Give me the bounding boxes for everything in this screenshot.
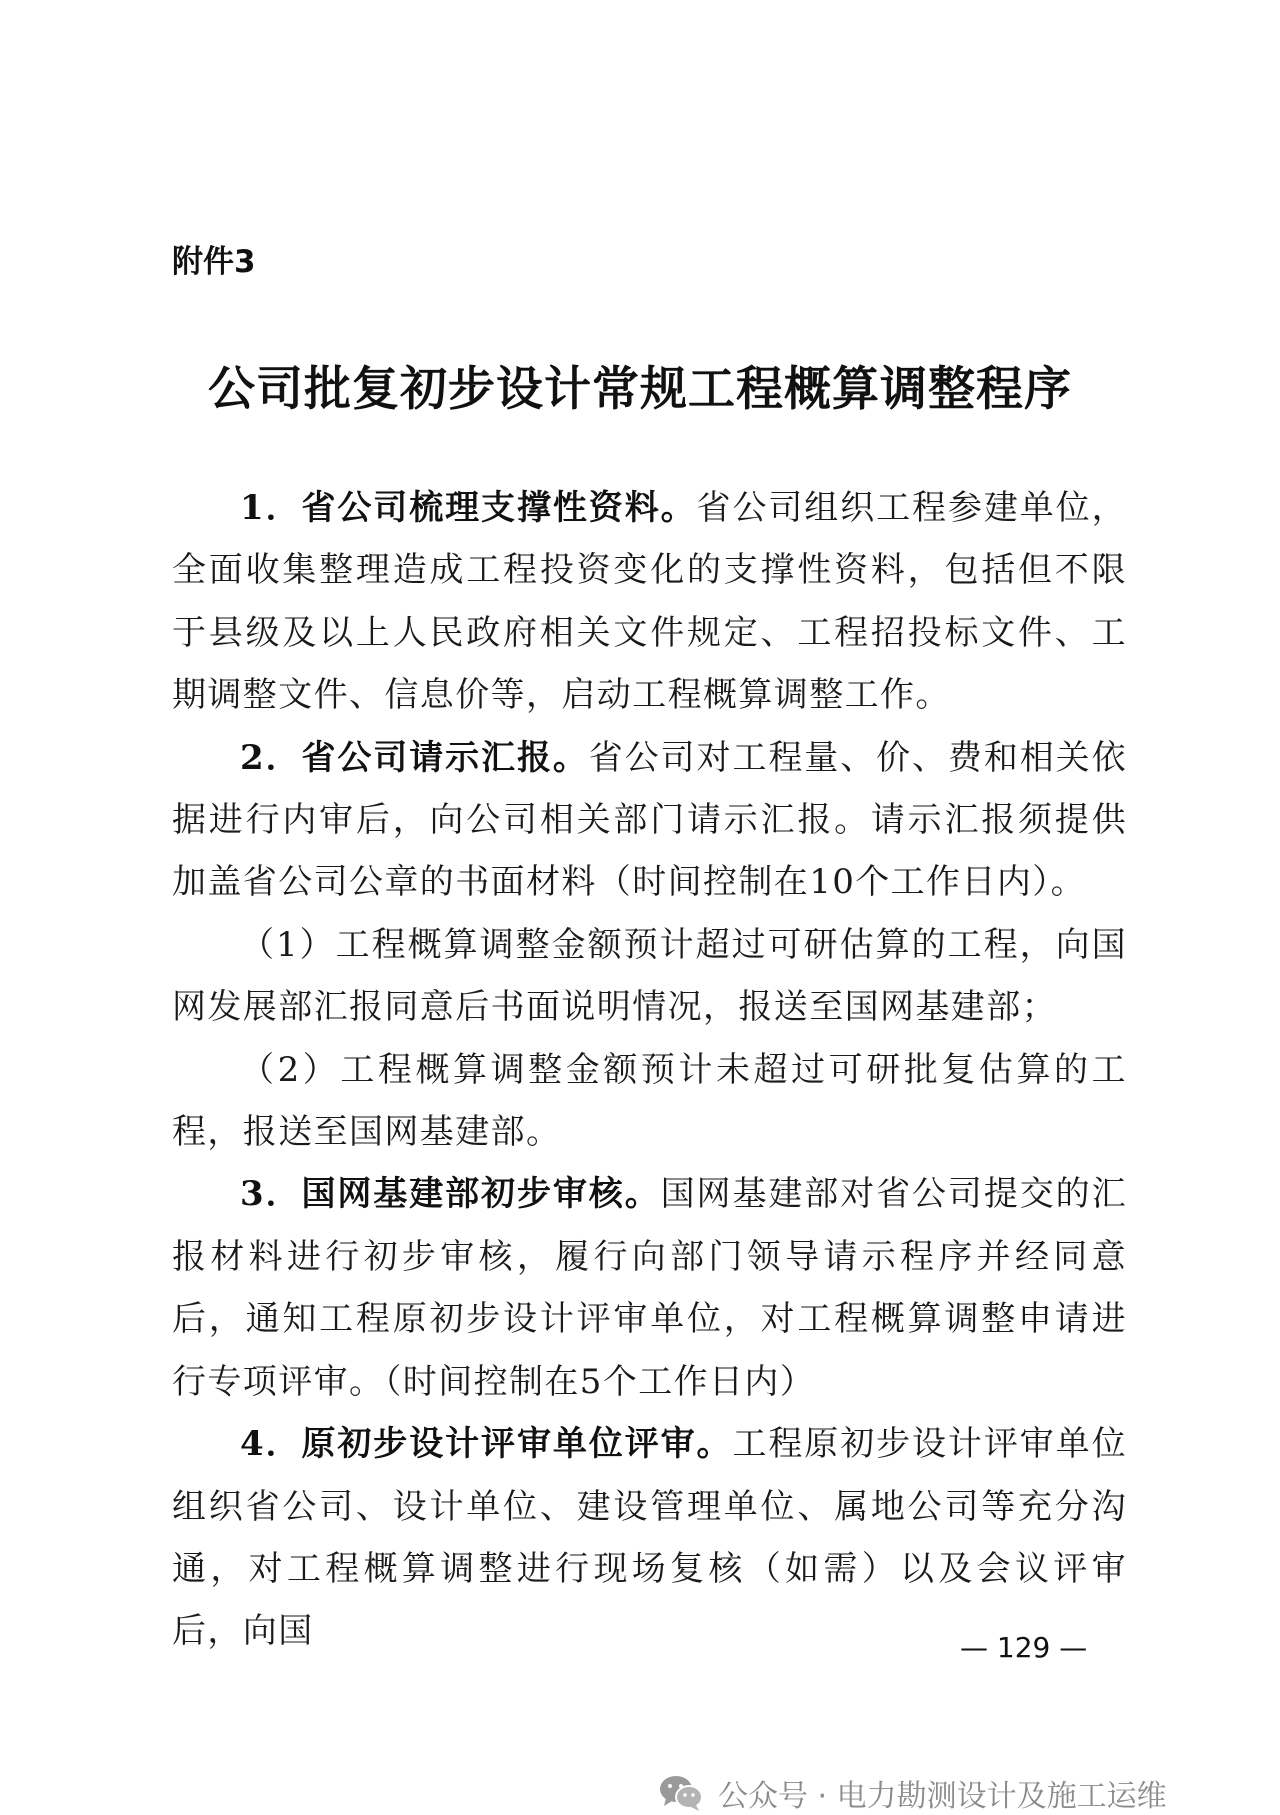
page-number: — 129 — xyxy=(960,1631,1088,1664)
paragraph-4-lead: 4．原初步设计评审单位评审。 xyxy=(240,1424,733,1465)
watermark xyxy=(658,1771,1167,1815)
paragraph-4-text: 工程原初步设计评审单位组织省公司、设计单位、建设管理单位、属地公司等充分沟通，对工程概算调整进行现场复核（如需）以及会议评审后，向国 xyxy=(172,1424,1127,1652)
attachment-label: 附件3 xyxy=(172,244,256,280)
paragraph-2-item-1-text: （1）工程概算调整金额预计超过可研估算的工程，向国网发展部汇报同意后书面说明情况，报送至国网基建部； xyxy=(172,924,1127,1028)
paragraph-2-text: 省公司对工程量、价、费和相关依据进行内审后，向公司相关部门请示汇报。请示汇报须提供加盖省公司公章的书面材料（时间控制在10个工作日内）。 xyxy=(172,737,1127,903)
paragraph-2-item-2-text: （2）工程概算调整金额预计未超过可研批复估算的工程，报送至国网基建部。 xyxy=(172,1049,1127,1153)
paragraph-2-item-2 xyxy=(172,1039,1127,1164)
paragraph-1-lead: 1．省公司梳理支撑性资料。 xyxy=(240,488,697,528)
paragraph-3-lead: 3．国网基建部初步审核。 xyxy=(240,1174,661,1215)
paragraph-1-text: 省公司组织工程参建单位，全面收集整理造成工程投资变化的支撑性资料，包括但不限于县级及以上人民政府相关文件规定、工程招投标文件、工期调整文件、信息价等，启动工程概算调整工作。 xyxy=(172,488,1127,716)
paragraph-2-lead: 2．省公司请示汇报。 xyxy=(240,737,589,778)
paragraph-1 xyxy=(172,477,1127,727)
paragraph-3 xyxy=(172,1163,1127,1413)
paragraph-3-text: 国网基建部对省公司提交的汇报材料进行初步审核，履行向部门领导请示程序并经同意后，通知工程原初步设计评审单位，对工程概算调整申请进行专项评审。（时间控制在5个工作日内） xyxy=(172,1174,1127,1402)
paragraph-4 xyxy=(172,1413,1127,1663)
wechat-icon xyxy=(658,1774,704,1812)
paragraph-2-item-1 xyxy=(172,914,1127,1039)
document-body xyxy=(172,477,1127,1663)
document-title: 公司批复初步设计常规工程概算调整程序 xyxy=(208,362,1072,417)
watermark-text: 公众号 · 电力勘测设计及施工运维 xyxy=(718,1779,1167,1814)
paragraph-2 xyxy=(172,727,1127,914)
